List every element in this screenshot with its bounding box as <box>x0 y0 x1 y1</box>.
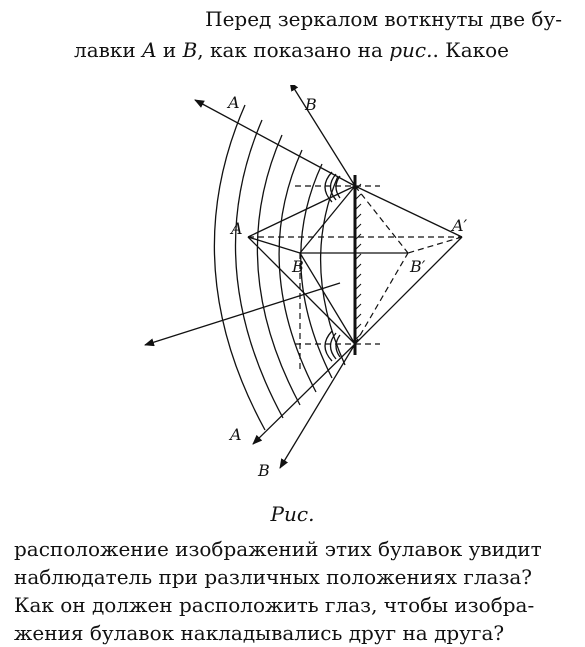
label-pin-a: A <box>231 219 243 238</box>
question-line-2: наблюдатель при различных положениях глаза? <box>14 565 533 589</box>
question-line-1: расположение изображений этих булавок увидит <box>14 537 542 561</box>
question-line-3: Как он должен расположить глаз, чтобы изобра- <box>14 593 535 617</box>
figure-caption: Рис. <box>270 502 315 526</box>
pin-b-ref: B <box>182 38 198 62</box>
intro-line-1: Перед зеркалом воткнуты две бу- <box>205 7 562 31</box>
eye-arc-bottom <box>336 335 340 357</box>
ray-b-to-bottom <box>300 253 355 344</box>
intro-text-part: и <box>156 38 183 62</box>
ray-b-top <box>290 85 355 186</box>
ray-a-to-top <box>248 186 355 237</box>
label-a-top: A <box>228 93 240 112</box>
ray-middle <box>145 283 340 345</box>
label-image-a: A′ <box>452 216 468 235</box>
wave-arc <box>235 120 283 418</box>
intro-text-part: лавки <box>74 38 143 62</box>
question-line-4: жения булавок накладывались друг на друга? <box>14 621 505 645</box>
ray-a-image-top <box>355 186 462 237</box>
eye-arc-bottom <box>331 333 337 359</box>
mirror-figure <box>0 85 585 495</box>
label-b-bottom: B <box>258 461 270 480</box>
question-text <box>14 535 574 647</box>
ray-a-top <box>195 100 355 186</box>
intro-text-part: , как показано на <box>197 38 390 62</box>
pin-a-ref: A <box>142 38 157 62</box>
dash-b-b-prime-top <box>355 186 408 253</box>
intro-line-2 <box>12 35 572 66</box>
label-b-top: B <box>305 95 317 114</box>
intro-text <box>12 4 572 66</box>
label-pin-b: B <box>292 257 304 276</box>
label-image-b: B′ <box>410 257 426 276</box>
label-a-bottom: A <box>230 425 242 444</box>
figure-ref: рис. <box>389 38 433 62</box>
intro-text-part: . Какое <box>432 38 509 62</box>
